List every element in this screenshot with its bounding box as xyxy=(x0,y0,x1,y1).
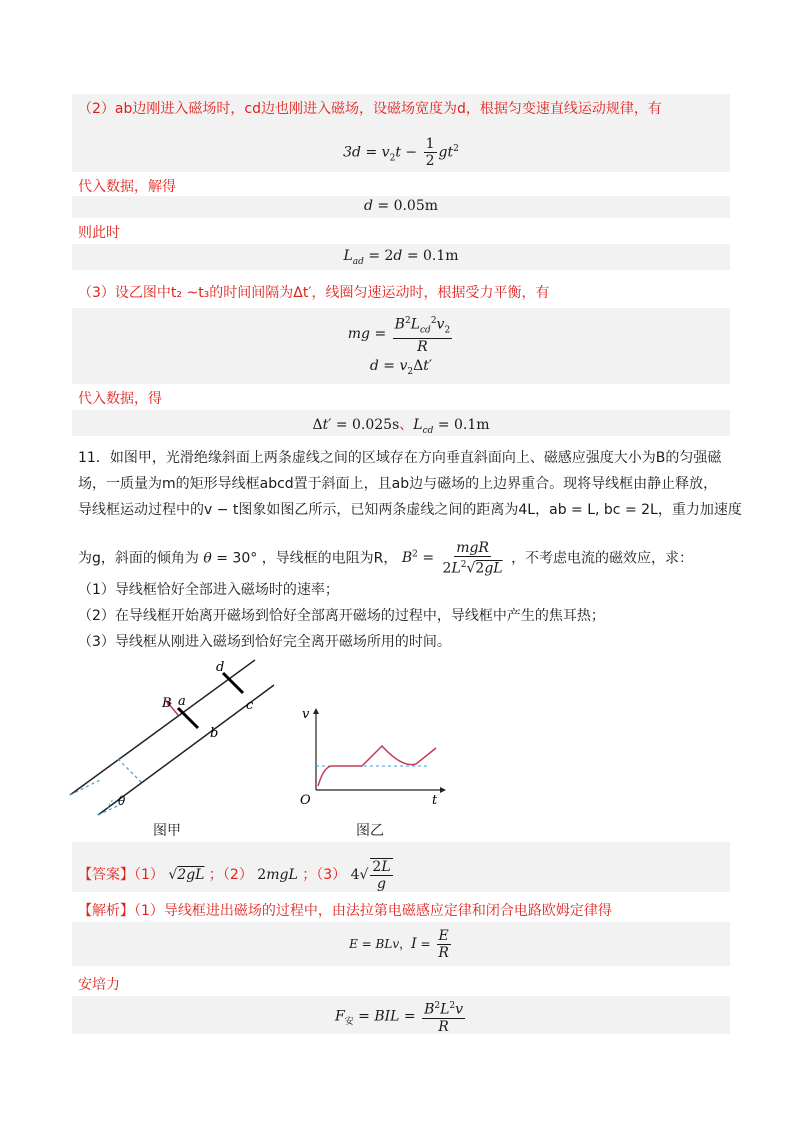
answer-line: 【答案】（1） √2gL ；（2） 2mgL ；（3） 4√ $\frac{2L}{g}$ xyxy=(78,859,391,892)
figure-incline xyxy=(60,655,300,845)
part3-equation1: mg = $\frac{B^2L_{cd}^2v_2}{R}$ xyxy=(72,313,730,355)
analysis-line: 【解析】（1）导线框进出磁场的过程中，由法拉第电磁感应定律和闭合电路欧姆定律得 xyxy=(78,903,612,919)
v-axis-arrow xyxy=(313,708,319,714)
label-t: t xyxy=(432,793,438,808)
part3-result: Δt′ = 0.025s、$L_{cd} = 0.1m$ xyxy=(312,417,490,436)
problem-line-1: 11．如图甲，光滑绝缘斜面上两条虚线之间的区域存在方向垂直斜面向上、磁感应强度大小为B的匀强磁 xyxy=(78,450,722,466)
side-ab xyxy=(178,708,198,728)
label-d: d xyxy=(216,660,225,675)
figure-yi-caption: 图乙 xyxy=(356,823,384,839)
part3-equation2: $d = v_2\Delta t'$ xyxy=(369,358,433,377)
rail-upper xyxy=(70,660,255,795)
ampere-force-equation: $F_安$ = BIL = $\frac{B^2L^2v}{R}$ xyxy=(72,998,730,1035)
part2-result2: $L_{ad} = 2d = 0.1m$ xyxy=(343,248,459,267)
dashed-boundary-1 xyxy=(70,780,100,795)
analysis-equation: E = BLv，I = $\frac{E}{R}$ xyxy=(349,928,449,961)
figure-jia-caption: 图甲 xyxy=(153,823,181,839)
dashed-boundary-3 xyxy=(118,759,142,783)
part3-substitute-label: 代入数据，得 xyxy=(78,391,162,407)
figure-vt-graph xyxy=(290,700,450,810)
label-a: a xyxy=(178,694,186,709)
problem-line-4: 为g，斜面的倾角为 θ = 30° ，导线框的电阻为R， $B^2$ = $\frac{\text{mgR}}{2L^2√2gL}$ ，不考虑电流的磁效应，求： xyxy=(78,540,694,577)
part2-then-label: 则此时 xyxy=(78,225,120,241)
label-O: O xyxy=(300,793,311,808)
problem-question-1: （1）导线框恰好全部进入磁场时的速率； xyxy=(78,582,339,598)
part2-result: d = 0.05m xyxy=(363,198,439,214)
part2-substitute-label: 代入数据，解得 xyxy=(78,179,176,195)
label-c: c xyxy=(246,698,254,713)
problem-line-3: 导线框运动过程中的v − t图象如图乙所示，已知两条虚线之间的距离为4L，ab = L, bc = 2L，重力加速度 xyxy=(78,502,742,518)
part2-text: （2）ab边刚进入磁场时，cd边也刚进入磁场，设磁场宽度为d，根据匀变速直线运动规律，有 xyxy=(78,101,662,117)
label-theta: θ xyxy=(118,794,126,808)
problem-question-2: （2）在导线框开始离开磁场到恰好全部离开磁场的过程中，导线框中产生的焦耳热； xyxy=(78,608,605,624)
label-v: v xyxy=(302,707,310,722)
problem-question-3: （3）导线框从刚进入磁场到恰好完全离开磁场所用的时间。 xyxy=(78,634,451,650)
ampere-force-label: 安培力 xyxy=(78,977,120,993)
label-b: b xyxy=(210,726,219,741)
t-axis-arrow xyxy=(440,787,446,793)
part2-equation: $3d = v_2t$ − $\frac{1}{2}$ $gt^2$ xyxy=(343,136,459,169)
problem-line-2: 场，一质量为m的矩形导线框abcd置于斜面上，且ab边与磁场的上边界重合。现将导线框由静止释放， xyxy=(78,476,718,492)
label-B: B xyxy=(162,696,172,711)
part3-text: （3）设乙图中t₂ ~t₃的时间间隔为Δt′，线圈匀速运动时，根据受力平衡，有 xyxy=(78,285,550,301)
